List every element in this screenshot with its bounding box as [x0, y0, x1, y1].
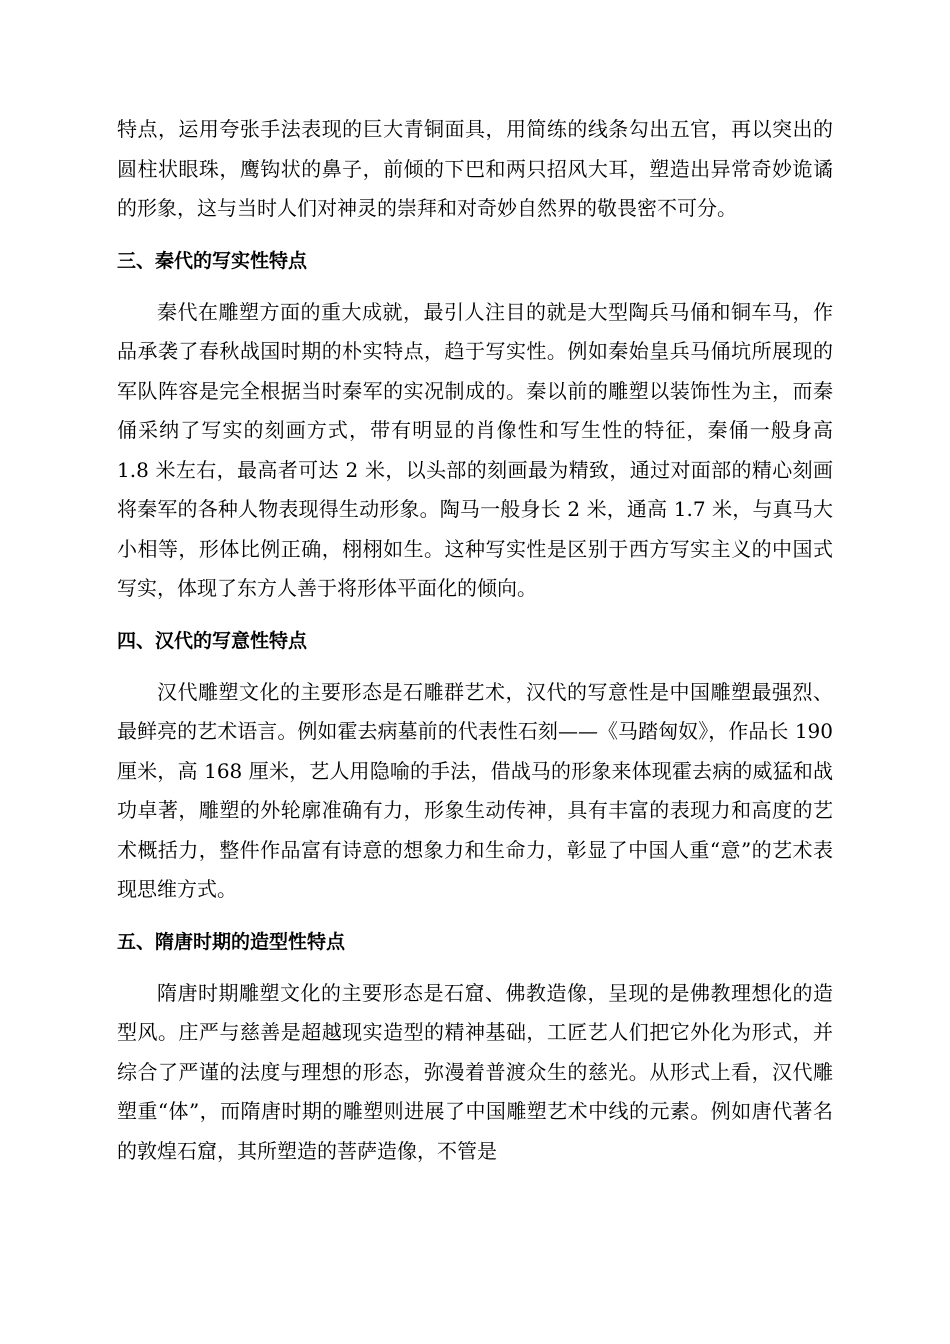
- document-page: [117, 110, 833, 1171]
- section-paragraph-qin: 秦代在雕塑方面的重大成就，最引人注目的就是大型陶兵马俑和铜车马，作品承袭了春秋战国时期的朴实特点，趋于写实性。例如秦始皇兵马俑坑所展现的军队阵容是完全根据当时秦军的实况制成的。秦以前的雕塑以装饰性为主，而秦俑采纳了写实的刻画方式，带有明显的肖像性和写生性的特征，秦俑一般身高 1.8 米左右，最高者可达 2 米，以头部的刻画最为精致，通过对面部的精心刻画将秦军的各种人物表现得生动形象。陶马一般身长 2 米，通高 1.7 米，与真马大小相等，形体比例正确，栩栩如生。这种写实性是区别于西方写实主义的中国式写实，体现了东方人善于将形体平面化的倾向。: [117, 299, 833, 600]
- continuation-paragraph: 特点，运用夸张手法表现的巨大青铜面具，用简练的线条勾出五官，再以突出的圆柱状眼珠，鹰钩状的鼻子，前倾的下巴和两只招风大耳，塑造出异常奇妙诡谲的形象，这与当时人们对神灵的崇拜和对奇妙自然界的敬畏密不可分。: [117, 117, 833, 220]
- section-heading-sui-tang: 五、隋唐时期的造型性特点: [117, 930, 346, 953]
- section-heading-qin: 三、秦代的写实性特点: [117, 249, 308, 272]
- section-heading-han: 四、汉代的写意性特点: [117, 629, 308, 652]
- section-paragraph-sui-tang: 隋唐时期雕塑文化的主要形态是石窟、佛教造像，呈现的是佛教理想化的造型风。庄严与慈善是超越现实造型的精神基础，工匠艺人们把它外化为形式，并综合了严谨的法度与理想的形态，弥漫着普渡众生的慈光。从形式上看，汉代雕塑重“体”，而隋唐时期的雕塑则进展了中国雕塑艺术中线的元素。例如唐代著名的敦煌石窟，其所塑造的菩萨造像，不管是: [117, 980, 833, 1163]
- section-paragraph-han: 汉代雕塑文化的主要形态是石雕群艺术，汉代的写意性是中国雕塑最强烈、最鲜亮的艺术语言。例如霍去病墓前的代表性石刻——《马踏匈奴》，作品长 190 厘米，高 168 厘米，艺人用隐喻的手法，借战马的形象来体现霍去病的威猛和战功卓著，雕塑的外轮廓准确有力，形象生动传神，具有丰富的表现力和高度的艺术概括力，整件作品富有诗意的想象力和生命力，彰显了中国人重“意”的艺术表现思维方式。: [117, 679, 833, 901]
